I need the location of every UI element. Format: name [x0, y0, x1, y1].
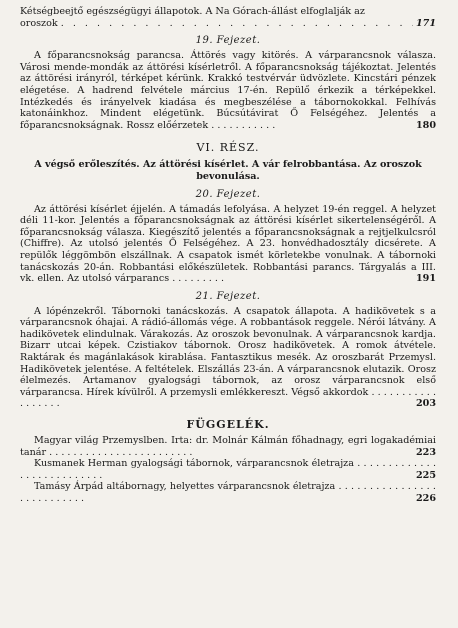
appendix	[20, 418, 436, 505]
page-number: 223	[415, 446, 436, 458]
chapter-heading: 20. Fejezet.	[195, 188, 261, 200]
entry-text: Kétségbeejtő egészségügyi állapotok. A Na Górach-állást elfoglalják az	[20, 6, 365, 17]
appendix-item-text: Tamásy Árpád altábornagy, helyettes várparancsnok életrajza	[34, 481, 336, 493]
entry-text-end: oroszok	[20, 17, 58, 29]
toc-entry-top	[20, 6, 436, 29]
chapter-summary: A lópénzekről. Tábornoki tanácskozás. A csapatok állapota. A hadikövetek s a várparancsnok óhajai. A rádió-állomás vége. A robbantások reggele. Nérói látvány. A hadikövetek elindulnak. Várakozás. Az oroszok bevonulnak. A várparancsnok kardja. Bizarr utcai képek. Czistiakov tábornok. Orosz hadikövetek. A romok átvétele. Raktárak és magánlakások kirablása. Fantasztikus mesék. Az oroszbarát Przemysl. Hadikövetek jelentése. A feltételek. Elszállás 23-án. A várparancsnok elutazik. Orosz élelmezés. Artamanov gyalogsági tábornok, az orosz várparancsnok első várparancsa. Hírek kívülről. A przemysli emlékkereszt. Végső akkordok	[20, 305, 436, 398]
appendix-item	[20, 435, 436, 458]
part-vi	[20, 141, 436, 182]
appendix-item-text: Magyar világ Przemyslben. Irta: dr. Molnár Kálmán főhadnagy, egri logakadémiai tanár	[20, 435, 436, 458]
chapter-heading: 21. Fejezet.	[195, 290, 261, 302]
page-number: 171	[415, 17, 436, 29]
chapter-summary-wrap	[20, 306, 436, 410]
appendix-item	[20, 458, 436, 481]
chapter-summary: Az áttörési kísérlet éjjelén. A támadás lefolyása. A helyzet 19-én reggel. A helyzet déli 11-kor. Jelentés a főparancsnokságnak az áttörési kísérlet sikertelenségéről. A főparancsnokság válasza. Kiegészítő jelentés a főparancsnokságnak a rejtjelkulcsról (Chiffre). Az utolsó jelentés Ő Felségéhez. A 23. honvédhadosztály dicsérete. A repülők léggömbön elszállnak. A csapatok ismét körletekbe vonulnak. A tábornoki tanácskozás 20-án. Robbantási előkészületek. Robbantási parancs. Tárgyalás a III. vk. ellen. Az utolsó várparancs	[20, 203, 436, 285]
leader-dots-inline: . . . . . . . . . . . . . . . . . . . . . . . .	[49, 446, 193, 458]
appendix-item-text: Kusmanek Herman gyalogsági tábornok, várparancsnok életrajza	[34, 458, 354, 470]
page-number: 203	[415, 398, 436, 410]
chapter-19	[20, 35, 436, 131]
leader-dots-inline: . . . . . . . . .	[172, 273, 225, 285]
appendix-title: FÜGGELÉK.	[186, 418, 270, 432]
leader-dots	[61, 18, 413, 30]
chapter-heading: 19. Fejezet.	[195, 35, 261, 47]
entry-row	[20, 18, 436, 30]
part-title: VI. RÉSZ.	[196, 141, 260, 155]
chapter-summary: A főparancsnokság parancsa. Áttörés vagy kitörés. A várparancsnok válasza. Városi mende-mondák az áttörési kísérletről. A főparancsnokság tájékoztat. Jelentés az áttörési irányról, térképet kérünk. Krakkó testvérvár üdvözlete. Kincstári pénzek elégetése. A hadrend felvétele március 17-én. Repülő érkezik a térképekkel. Intézkedés és irányelvek kiadása és megbeszélése a tábornokokkal. Felhívás katonáinkhoz. Mindent elégetünk. Búcsútávirat Ő Felségéhez. Jelentés a főparancsnokságnak. Rossz előérzetek	[20, 50, 436, 131]
leader-dots-inline: . . . . . . . . . . . . . . . . . . . . . . . . . . .	[20, 481, 436, 504]
chapter-20	[20, 189, 436, 285]
leader-dots-inline: . . . . . . . . . . . . . . . . . .	[20, 386, 436, 410]
page-number: 225	[415, 469, 436, 481]
page-number: 180	[415, 119, 436, 131]
chapter-summary-wrap	[20, 50, 436, 131]
part-subtitle: A végső erőleszítés. Az áttörési kísérlet. A vár felrobbantása. Az oroszok bevonulása.	[34, 159, 422, 182]
chapter-summary-wrap	[20, 204, 436, 285]
chapter-21	[20, 291, 436, 410]
page-number: 226	[415, 493, 436, 504]
page-number: 191	[415, 273, 436, 285]
appendix-item	[20, 481, 436, 504]
leader-dots-inline: . . . . . . . . . . .	[211, 119, 276, 131]
leader-dots-inline: . . . . . . . . . . . . . . . . . . . . . . . . . . .	[20, 458, 436, 481]
